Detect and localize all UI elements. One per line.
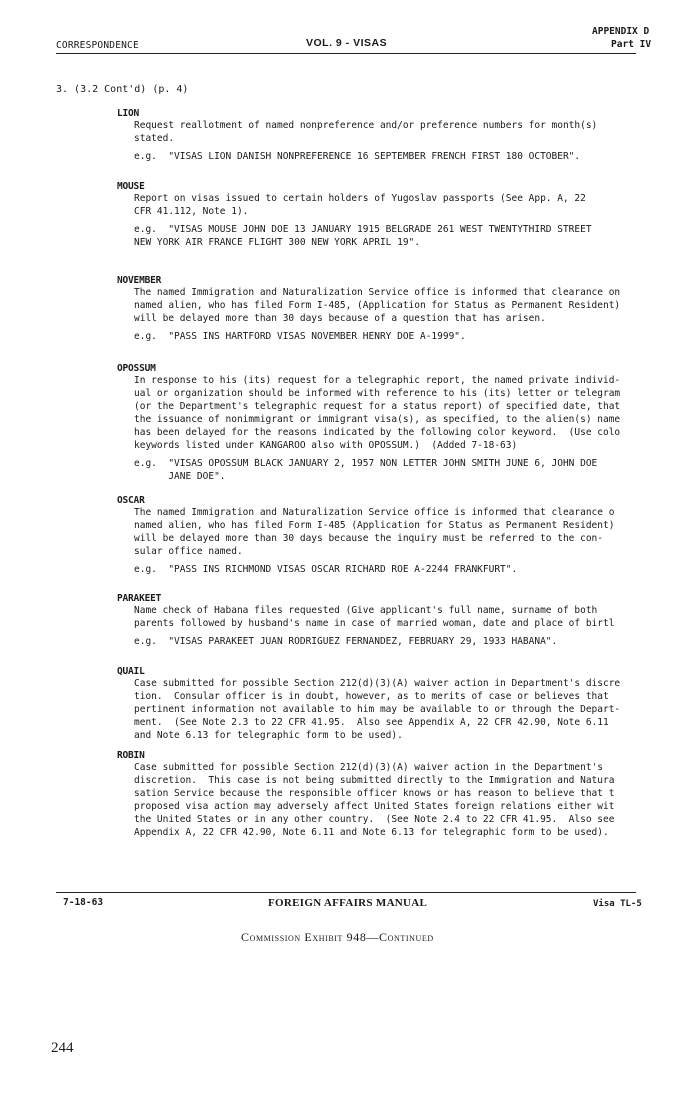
footer-date: 7-18-63	[63, 897, 104, 908]
entry-body: The named Immigration and Naturalization Service office is informed that clearance o named alien, who has filed Form I-485 (Application for Status as Permanent Resident) will be delayed more than 30 days because the inquiry must be referred to the con- sular office named.	[134, 507, 615, 557]
entry-robin	[117, 750, 677, 839]
keyword: LION	[117, 108, 140, 119]
footer-tl: Visa TL-5	[593, 899, 642, 909]
entry-example: e.g. "PASS INS HARTFORD VISAS NOVEMBER HENRY DOE A-1999".	[134, 331, 466, 342]
entry-example: e.g. "VISAS OPOSSUM BLACK JANUARY 2, 1957 NON LETTER JOHN SMITH JUNE 6, JOHN DOE JANE DOE".	[134, 458, 598, 482]
exhibit-caption: Commission Exhibit 948—Continued	[241, 930, 434, 944]
entry-example: e.g. "VISAS MOUSE JOHN DOE 13 JANUARY 1915 BELGRADE 261 WEST TWENTYTHIRD STREET NEW YORK AIR FRANCE FLIGHT 300 NEW YORK APRIL 19".	[134, 224, 592, 248]
keyword: OPOSSUM	[117, 363, 156, 374]
header-left: CORRESPONDENCE	[56, 40, 139, 51]
entry-body: Case submitted for possible Section 212(d)(3)(A) waiver action in Department's discre tion. Consular officer is in doubt, however, as to merits of case or believes that pertinent information not available to him may be available to or through the Depart- ment. (See Note 2.3 to 22 CFR 41.95. Also see Appendix A, 22 CFR 42.90, Note 6.11 and Note 6.13 for telegraphic form to be used).	[134, 678, 621, 741]
keyword: PARAKEET	[117, 593, 162, 604]
keyword: QUAIL	[117, 666, 145, 677]
footer-title: FOREIGN AFFAIRS MANUAL	[268, 897, 428, 909]
entry-opossum	[117, 363, 677, 483]
entry-body: Case submitted for possible Section 212(d)(3)(A) waiver action in the Department's discretion. This case is not being submitted directly to the Immigration and Natura sation Service because the responsible officer knows or has reason to believe that t proposed visa action may adversely affect United States foreign relations either wit the United States or in any other country. (See Note 2.4 to 22 CFR 41.95. Also see Appendix A, 22 CFR 42.90, Note 6.11 and Note 6.13 for telegraphic form to be used).	[134, 762, 615, 838]
entry-example: e.g. "VISAS PARAKEET JUAN RODRIGUEZ FERNANDEZ, FEBRUARY 29, 1933 HABANA".	[134, 636, 558, 647]
header-title: VOL. 9 - VISAS	[306, 37, 388, 49]
section-number: 3. (3.2 Cont'd) (p. 4)	[56, 84, 189, 95]
header-rule	[56, 53, 636, 54]
appendix-label: APPENDIX D	[592, 26, 650, 37]
entry-lion	[117, 108, 677, 163]
entry-body: Report on visas issued to certain holders of Yugoslav passports (See App. A, 22 CFR 41.112, Note 1).	[134, 193, 586, 217]
entry-body: In response to his (its) request for a telegraphic report, the named private individ- ual or organization should be informed with reference to his (its) letter or telegram (or the Department's telegraphic request for a status report) of specified date, that the issuance of nonimmigrant or immigrant visa(s), as specified, to the alien(s) name has been delayed for the reasons indicated by the following color keyword. (Use colo keywords listed under KANGAROO also with OPOSSUM.) (Added 7-18-63)	[134, 375, 621, 451]
entry-body: The named Immigration and Naturalization Service office is informed that clearance on named alien, who has filed Form I-485, (Application for Status as Permanent Resident) will be delayed more than 30 days because of a question that has arisen.	[134, 287, 621, 324]
entry-body: Request reallotment of named nonpreference and/or preference numbers for month(s) stated.	[134, 120, 598, 144]
keyword: ROBIN	[117, 750, 145, 761]
keyword: OSCAR	[117, 495, 145, 506]
entry-mouse	[117, 181, 677, 249]
entry-quail	[117, 666, 677, 742]
entry-parakeet	[117, 593, 677, 648]
page-number: 244	[51, 1040, 74, 1056]
keyword: NOVEMBER	[117, 275, 162, 286]
footer-rule	[56, 892, 636, 893]
entry-example: e.g. "VISAS LION DANISH NONPREFERENCE 16 SEPTEMBER FRENCH FIRST 180 OCTOBER".	[134, 151, 581, 162]
entry-example: e.g. "PASS INS RICHMOND VISAS OSCAR RICHARD ROE A-2244 FRANKFURT".	[134, 564, 518, 575]
part-label: Part IV	[611, 39, 652, 50]
entry-november	[117, 275, 677, 343]
keyword: MOUSE	[117, 181, 145, 192]
entry-oscar	[117, 495, 677, 576]
entry-body: Name check of Habana files requested (Give applicant's full name, surname of both parents followed by husband's name in case of married woman, date and place of birtl	[134, 605, 615, 629]
